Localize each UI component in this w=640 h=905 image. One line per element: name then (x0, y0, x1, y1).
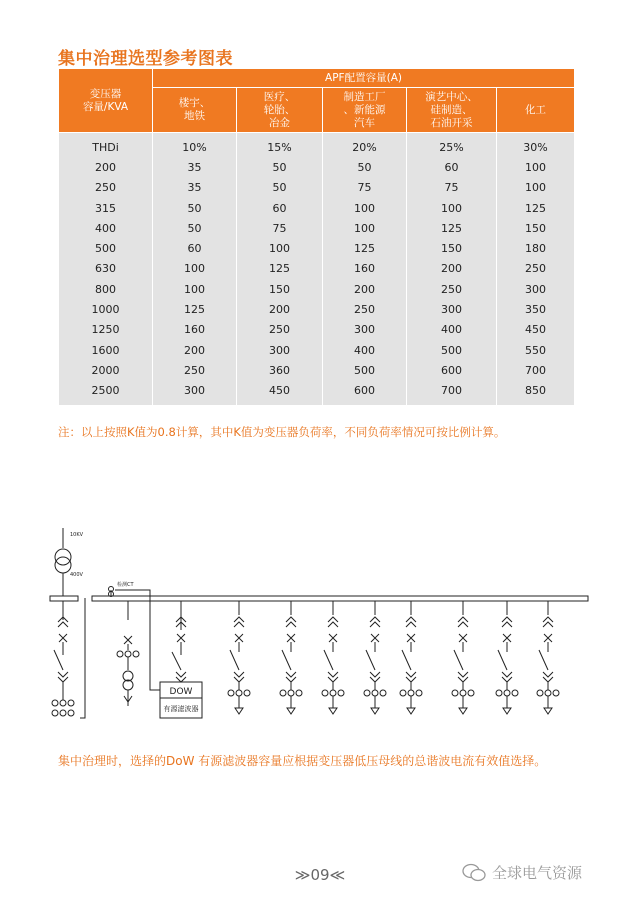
feeder-contact (234, 672, 244, 682)
table-row (59, 340, 575, 360)
feeder-ct (545, 690, 551, 696)
table-cell: 250 (59, 178, 153, 198)
table-note: 注：以上按照K值为0.8计算，其中K值为变压器负荷率，不同负荷率情况可按比例计算。 (58, 425, 506, 439)
feeder-breaker (235, 634, 243, 642)
table-cell: 850 (497, 381, 575, 405)
device-name: DOW (169, 687, 193, 697)
feeder-disconnect (234, 617, 244, 627)
table-cell: 125 (407, 218, 497, 238)
feeder-disconnect (370, 617, 380, 627)
table-cell: 315 (59, 198, 153, 218)
table-cell: 50 (153, 218, 237, 238)
table-row (59, 178, 575, 198)
feeder-branches (228, 601, 559, 714)
table-cell: 300 (153, 381, 237, 405)
table-cell: 1600 (59, 340, 153, 360)
table-cell: 700 (407, 381, 497, 405)
header-industry-0 (153, 88, 237, 133)
feeder-switch (402, 650, 411, 670)
table-cell: 125 (497, 198, 575, 218)
table-cell: 125 (153, 299, 237, 319)
main-busbar-left (50, 596, 78, 601)
feeder-ct (372, 690, 378, 696)
feeder-ct (460, 690, 466, 696)
table-cell: 2500 (59, 381, 153, 405)
watermark (462, 862, 582, 883)
table-row (59, 198, 575, 218)
table-cell: 600 (407, 360, 497, 380)
table-row (59, 133, 575, 158)
table-cell: 30% (497, 133, 575, 158)
feeder-contact (328, 672, 338, 682)
table-cell: 75 (237, 218, 323, 238)
feeder-ct (496, 690, 502, 696)
table-cell: 800 (59, 279, 153, 299)
table-cell: 150 (497, 218, 575, 238)
feeder-switch (282, 650, 291, 670)
table-cell: 50 (237, 178, 323, 198)
table-cell: 125 (323, 238, 407, 258)
table-cell: 360 (237, 360, 323, 380)
header-industry-line: 轮胎、 (263, 103, 296, 116)
header-left-line1: 变压器 (89, 87, 122, 100)
feeder-switch (230, 650, 239, 670)
feeder-switch (454, 650, 463, 670)
lv-label: 400V (70, 572, 83, 578)
wechat-icon (462, 863, 486, 883)
table-cell: 100 (323, 198, 407, 218)
main-busbar-right (92, 596, 588, 601)
table-cell: 400 (323, 340, 407, 360)
feeder-contact (502, 672, 512, 682)
feeder-ct (338, 690, 344, 696)
table-cell: 50 (153, 198, 237, 218)
selection-table (58, 68, 575, 405)
watermark-text: 全球电气资源 (492, 864, 583, 882)
feeder-load (407, 708, 415, 714)
table-cell: 20% (323, 133, 407, 158)
table-cell: 100 (323, 218, 407, 238)
table-cell: 160 (323, 259, 407, 279)
header-industry-3 (407, 88, 497, 133)
table-row (59, 279, 575, 299)
feeder-switch (366, 650, 375, 670)
feeder-contact (458, 672, 468, 682)
header-industry-line: 石油开采 (430, 116, 473, 129)
table-cell: 400 (407, 320, 497, 340)
table-cell: 550 (497, 340, 575, 360)
feeder-ct (468, 690, 474, 696)
table-cell: 100 (407, 198, 497, 218)
feeder-ct (236, 690, 242, 696)
header-industry-line: 地铁 (184, 110, 205, 122)
feeder-contact (286, 672, 296, 682)
header-industry-line: 、新能源 (343, 103, 386, 116)
feeder-load (503, 708, 511, 714)
table-cell: 60 (237, 198, 323, 218)
feeder-disconnect (458, 617, 468, 627)
table-cell: 1000 (59, 299, 153, 319)
header-apf-capacity: APF配置容量(A) (153, 69, 575, 88)
table-row (59, 360, 575, 380)
table-cell: 350 (497, 299, 575, 319)
table-cell: 630 (59, 259, 153, 279)
feeder-disconnect (328, 617, 338, 627)
header-industry-line: 冶金 (269, 116, 290, 129)
feeder-ct (400, 690, 406, 696)
feeder-breaker (544, 634, 552, 642)
feeder-disconnect (286, 617, 296, 627)
table-cell: 400 (59, 218, 153, 238)
feeder-load (235, 708, 243, 714)
header-industry-line: 医疗、 (263, 90, 296, 103)
table-cell: 250 (497, 259, 575, 279)
table-cell: 300 (237, 340, 323, 360)
feeder-load (287, 708, 295, 714)
table-cell: 35 (153, 178, 237, 198)
feeder-breaker (371, 634, 379, 642)
feeder-disconnect (543, 617, 553, 627)
table-cell: 200 (323, 279, 407, 299)
table-cell: 180 (497, 238, 575, 258)
header-industry-4 (497, 88, 575, 133)
table-cell: 200 (407, 259, 497, 279)
table-row (59, 259, 575, 279)
table-cell: 450 (237, 381, 323, 405)
feeder-ct (380, 690, 386, 696)
feeder-ct (322, 690, 328, 696)
device-desc: 有源滤波器 (163, 705, 199, 713)
feeder-breaker (329, 634, 337, 642)
table-cell: 500 (323, 360, 407, 380)
feeder-ct (504, 690, 510, 696)
table-row (59, 299, 575, 319)
feeder-load (329, 708, 337, 714)
table-cell: 700 (497, 360, 575, 380)
table-cell: 75 (407, 178, 497, 198)
table-cell: 60 (407, 157, 497, 177)
feeder-ct (244, 690, 250, 696)
table-cell: 100 (237, 238, 323, 258)
header-industry-line: 楼宇、 (178, 97, 211, 109)
feeder-ct (228, 690, 234, 696)
bottom-caption: 集中治理时，选择的DoW 有源滤波器容量应根据变压器低压母线的总谐波电流有效值选择。 (58, 754, 547, 768)
table-row (59, 218, 575, 238)
feeder-load (459, 708, 467, 714)
feeder-breaker (287, 634, 295, 642)
feeder-breaker (503, 634, 511, 642)
table-cell: 500 (59, 238, 153, 258)
feeder-contact (543, 672, 553, 682)
table-row (59, 238, 575, 258)
table-row (59, 157, 575, 177)
table-cell: 50 (323, 157, 407, 177)
feeder-breaker (407, 634, 415, 642)
feeder-ct (537, 690, 543, 696)
feeder-ct (364, 690, 370, 696)
feeder-contact (406, 672, 416, 682)
header-industry-line: 化工 (525, 103, 547, 116)
feeder-ct (288, 690, 294, 696)
table-cell: 25% (407, 133, 497, 158)
feeder-ct (553, 690, 559, 696)
table-row (59, 320, 575, 340)
header-industry-1 (237, 88, 323, 133)
table-cell: 200 (153, 340, 237, 360)
table-body (59, 133, 575, 405)
table-cell: 160 (153, 320, 237, 340)
wiring-diagram (0, 510, 640, 720)
ct-label: 检测CT (117, 582, 134, 588)
table-cell: 15% (237, 133, 323, 158)
table-cell: 50 (237, 157, 323, 177)
header-industry-line: 演艺中心、 (425, 90, 478, 103)
table-cell: 100 (153, 259, 237, 279)
feeder-ct (330, 690, 336, 696)
header-industry-2 (323, 88, 407, 133)
feeder-disconnect (502, 617, 512, 627)
feeder-ct (296, 690, 302, 696)
table-cell: 100 (153, 279, 237, 299)
feeder-ct (408, 690, 414, 696)
table-cell: 300 (497, 279, 575, 299)
table-cell: 150 (407, 238, 497, 258)
header-left-line2: 容量/KVA (82, 100, 129, 113)
feeder-switch (324, 650, 333, 670)
header-industry-line: 制造工厂 (343, 90, 386, 103)
feeder-ct (452, 690, 458, 696)
table-cell: 1250 (59, 320, 153, 340)
table-cell: 2000 (59, 360, 153, 380)
table-cell: 200 (59, 157, 153, 177)
page-number: ≫09≪ (294, 866, 346, 884)
feeder-breaker (459, 634, 467, 642)
table-cell: THDi (59, 133, 153, 158)
table-cell: 125 (237, 259, 323, 279)
table-cell: 250 (323, 299, 407, 319)
table-cell: 300 (323, 320, 407, 340)
header-industry-line: 汽车 (354, 116, 375, 129)
page-title: 集中治理选型参考图表 (58, 49, 233, 69)
table-cell: 500 (407, 340, 497, 360)
feeder-ct (416, 690, 422, 696)
table-cell: 250 (407, 279, 497, 299)
table-cell: 75 (323, 178, 407, 198)
feeder-disconnect (406, 617, 416, 627)
table-cell: 100 (497, 157, 575, 177)
table-cell: 600 (323, 381, 407, 405)
table-cell: 150 (237, 279, 323, 299)
hv-label: 10KV (70, 532, 84, 538)
table-cell: 250 (237, 320, 323, 340)
table-cell: 10% (153, 133, 237, 158)
feeder-ct (512, 690, 518, 696)
feeder-load (544, 708, 552, 714)
table-row (59, 381, 575, 405)
header-industry-line: 硅制造、 (430, 103, 473, 116)
header-transformer-capacity (59, 69, 153, 133)
table-cell: 60 (153, 238, 237, 258)
feeder-contact (370, 672, 380, 682)
feeder-ct (280, 690, 286, 696)
table-cell: 250 (153, 360, 237, 380)
feeder-load (371, 708, 379, 714)
table-cell: 35 (153, 157, 237, 177)
table-cell: 450 (497, 320, 575, 340)
feeder-switch (539, 650, 548, 670)
feeder-switch (498, 650, 507, 670)
table-cell: 300 (407, 299, 497, 319)
table-cell: 200 (237, 299, 323, 319)
table-cell: 100 (497, 178, 575, 198)
